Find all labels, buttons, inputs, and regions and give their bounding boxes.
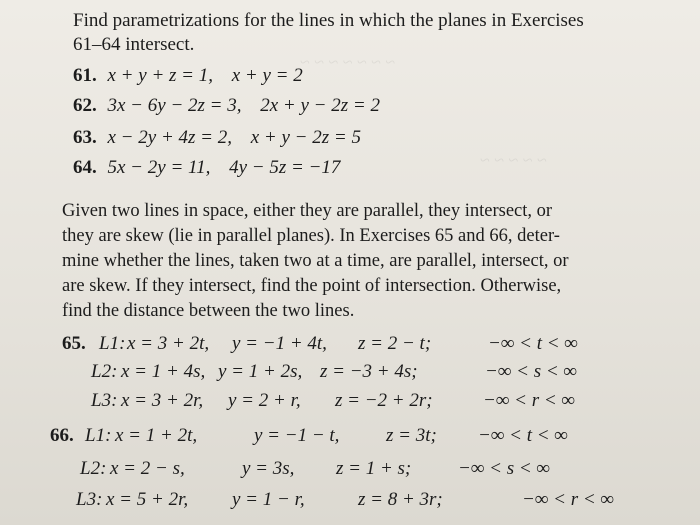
bleed-through-text: ~ ~ ~ ~ ~ ~ ~	[300, 52, 396, 72]
z-equation: z = −2 + 2r;	[335, 390, 433, 411]
intro-line-1: Find parametrizations for the lines in which the planes in Exercises	[73, 10, 584, 31]
intro-line-2: 61–64 intersect.	[73, 34, 195, 55]
x-equation: x = 3 + 2t,	[127, 333, 210, 354]
equation: 3x − 6y − 2z = 3,	[107, 95, 242, 116]
exercise-64	[73, 157, 340, 179]
equation: x − 2y + 4z = 2,	[107, 127, 232, 148]
equation: x + y = 2	[231, 65, 303, 86]
equation: 4y − 5z = −17	[229, 157, 341, 178]
equation: 5x − 2y = 11,	[107, 157, 211, 178]
paragraph-line-2: they are skew (lie in parallel planes). In Exercises 65 and 66, deter-	[62, 226, 560, 246]
paragraph-line-5: find the distance between the two lines.	[62, 301, 355, 321]
exercise-number: 64.	[73, 157, 97, 178]
line-label: L1:	[85, 425, 112, 446]
y-equation: y = 3s,	[242, 458, 295, 479]
parameter-range: −∞ < t < ∞	[488, 333, 578, 354]
y-equation: y = 1 + 2s,	[218, 361, 303, 382]
exercise-61	[73, 65, 303, 87]
paragraph-line-4: are skew. If they intersect, find the point of intersection. Otherwise,	[62, 276, 562, 296]
parameter-range: −∞ < s < ∞	[485, 361, 577, 382]
line-label: L2:	[91, 361, 118, 382]
parameter-range: −∞ < s < ∞	[458, 458, 550, 479]
y-equation: y = −1 + 4t,	[232, 333, 327, 354]
exercise-number: 62.	[73, 95, 97, 116]
exercise-number: 63.	[73, 127, 97, 148]
x-equation: x = 5 + 2r,	[106, 489, 189, 510]
y-equation: y = 1 − r,	[232, 489, 305, 510]
z-equation: z = 2 − t;	[358, 333, 432, 354]
y-equation: y = −1 − t,	[254, 425, 340, 446]
x-equation: x = 2 − s,	[110, 458, 185, 479]
exercise-number: 65.	[62, 333, 86, 354]
z-equation: z = 3t;	[386, 425, 437, 446]
exercise-number: 66.	[50, 425, 74, 446]
exercise-62	[73, 95, 380, 117]
exercise-63	[73, 127, 361, 149]
z-equation: z = 1 + s;	[336, 458, 412, 479]
equation: 2x + y − 2z = 2	[260, 95, 380, 116]
paragraph-line-1: Given two lines in space, either they are parallel, they intersect, or	[62, 201, 553, 221]
parameter-range: −∞ < t < ∞	[478, 425, 568, 446]
x-equation: x = 3 + 2r,	[121, 390, 204, 411]
equation: x + y − 2z = 5	[250, 127, 361, 148]
x-equation: x = 1 + 4s,	[121, 361, 206, 382]
line-label: L3:	[91, 390, 118, 411]
parameter-range: −∞ < r < ∞	[483, 390, 575, 411]
x-equation: x = 1 + 2t,	[115, 425, 198, 446]
parameter-range: −∞ < r < ∞	[522, 489, 614, 510]
line-label: L1:	[99, 333, 126, 354]
z-equation: z = −3 + 4s;	[320, 361, 418, 382]
paragraph-line-3: mine whether the lines, taken two at a time, are parallel, intersect, or	[62, 251, 569, 271]
equation: x + y + z = 1,	[107, 65, 213, 86]
z-equation: z = 8 + 3r;	[358, 489, 443, 510]
exercise-number: 61.	[73, 65, 97, 86]
line-label: L3:	[76, 489, 103, 510]
y-equation: y = 2 + r,	[228, 390, 301, 411]
line-label: L2:	[80, 458, 107, 479]
bleed-through-text: ~ ~ ~ ~ ~	[480, 150, 547, 170]
